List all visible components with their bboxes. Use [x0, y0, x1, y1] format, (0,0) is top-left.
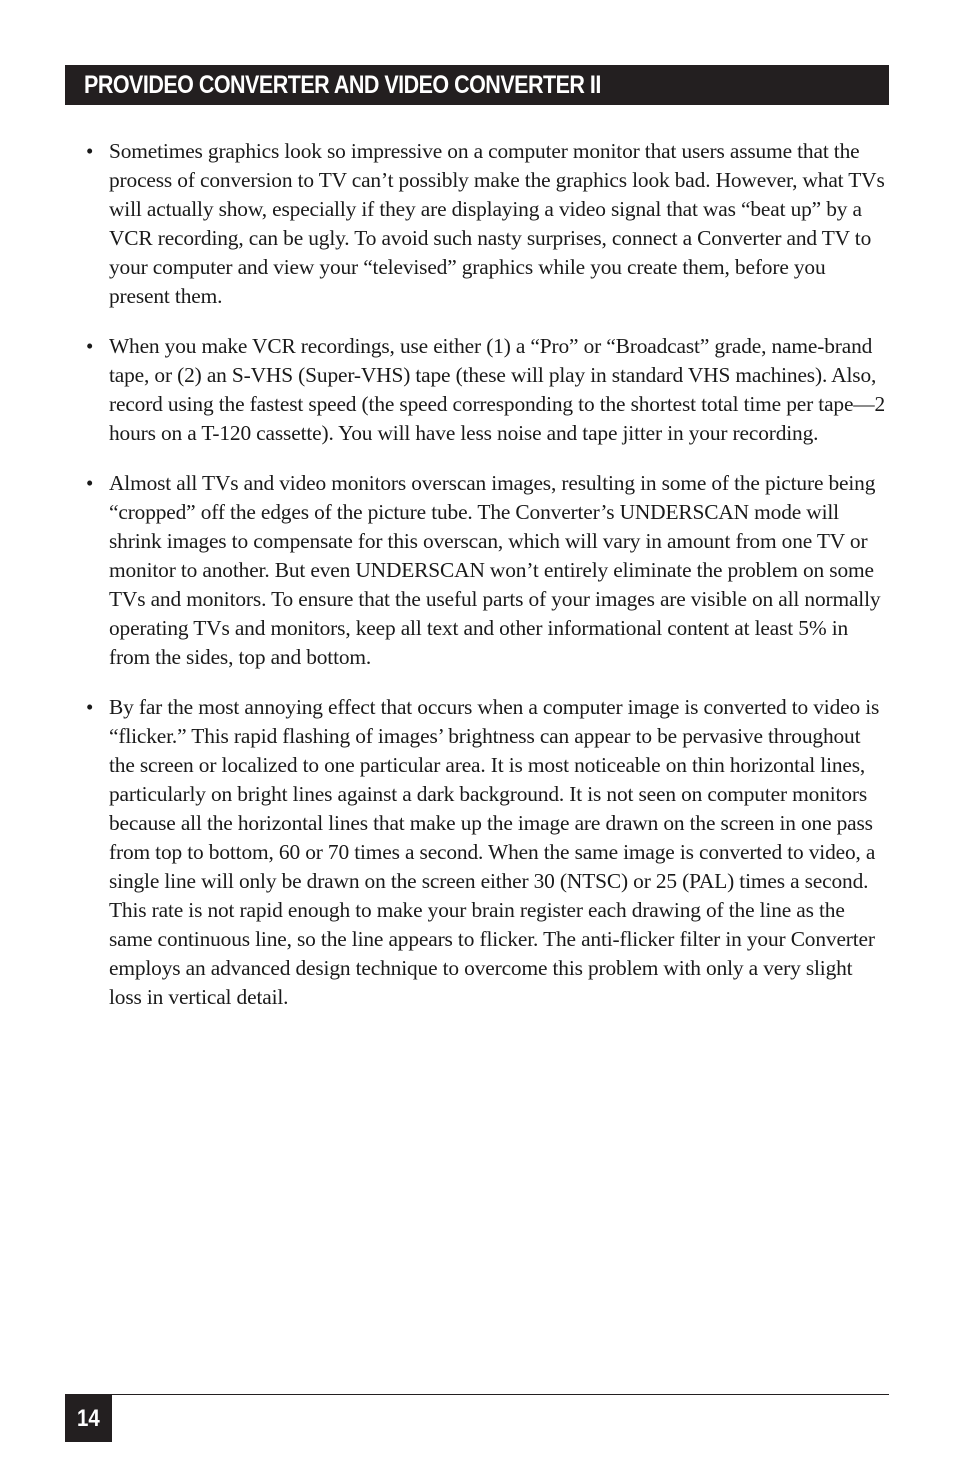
bullet-marker: •	[86, 695, 94, 719]
bullet-list	[86, 137, 889, 1033]
bullet-marker: •	[86, 139, 94, 163]
paragraph-text: By far the most annoying effect that occurs when a computer image is converted to video is “flicker.” This rapid flashing of images’ brightness can appear to be pervasive throughout the screen or localized to one particular area. It is most noticeable on thin horizontal lines, particularly on bright lines against a dark background. It is not seen on computer monitors because all the horizontal lines that make up the image are drawn on the screen in one pass from top to bottom, 60 or 70 times a second. When the same image is converted to video, a single line will only be drawn on the screen either 30 (NTSC) or 25 (PAL) times a second. This rate is not rapid enough to make your brain register each drawing of the line as the same continuous line, so the line appears to flicker. The anti-flicker filter in your Converter employs an advanced design technique to overcome this problem with only a very slight loss in vertical detail.	[109, 695, 880, 1009]
section-title: PROVIDEO CONVERTER AND VIDEO CONVERTER II	[84, 70, 601, 99]
list-item	[86, 469, 889, 672]
section-header-bar	[65, 65, 889, 105]
footer-rule	[65, 1394, 889, 1395]
paragraph-text: Almost all TVs and video monitors overscan images, resulting in some of the picture being “cropped” off the edges of the picture tube. The Converter’s UNDERSCAN mode will shrink images to compensate for this overscan, which will vary in amount from one TV or monitor to another. But even UNDERSCAN won’t entirely eliminate the problem on some TVs and monitors. To ensure that the useful parts of your images are visible on all normally operating TVs and monitors, keep all text and other informational content at least 5% in from the sides, top and bottom.	[109, 471, 881, 669]
page-number: 14	[77, 1404, 100, 1432]
page-number-box	[65, 1395, 112, 1442]
list-item	[86, 693, 889, 1012]
list-item	[86, 332, 889, 448]
bullet-marker: •	[86, 334, 94, 358]
paragraph-text: Sometimes graphics look so impressive on a computer monitor that users assume that the process of conversion to TV can’t possibly make the graphics look bad. However, what TVs will actually show, especially if they are displaying a video signal that was “beat up” by a VCR recording, can be ugly. To avoid such nasty surprises, connect a Converter and TV to your computer and view your “televised” graphics while you create them, before you present them.	[109, 139, 885, 308]
paragraph-text: When you make VCR recordings, use either (1) a “Pro” or “Broadcast” grade, name-brand tape, or (2) an S-VHS (Super-VHS) tape (these will play in standard VHS machines). Also, record using the fastest speed (the speed corresponding to the shortest total time per tape—2 hours on a T-120 cassette). You will have less noise and tape jitter in your recording.	[109, 334, 886, 445]
bullet-marker: •	[86, 471, 94, 495]
list-item	[86, 137, 889, 311]
